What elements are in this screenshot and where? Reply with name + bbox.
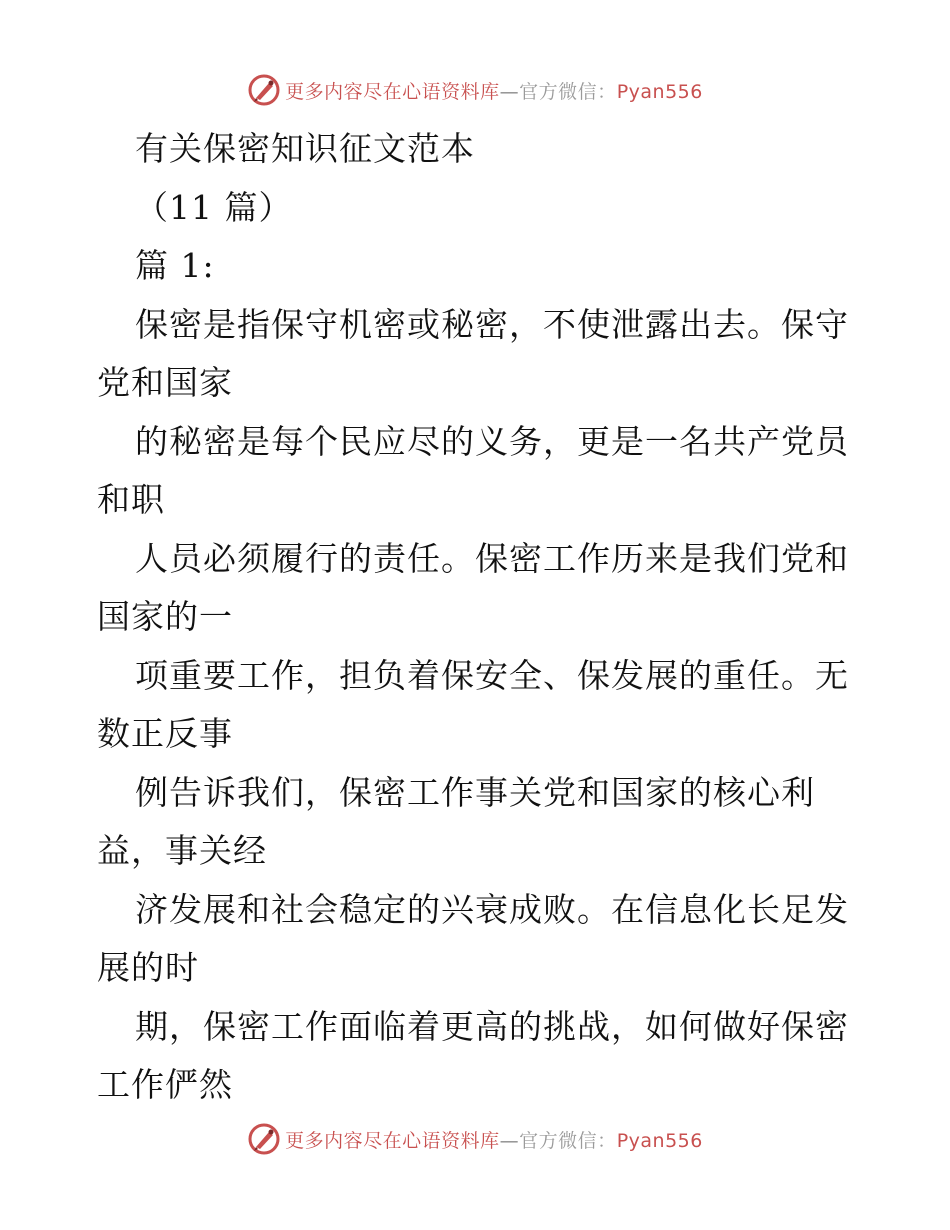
text-line: 和职 (97, 480, 165, 519)
document-title: 有关保密知识征文范本 (135, 129, 475, 168)
document-count: （11 篇） (135, 187, 293, 227)
text-line: 人员必须履行的责任。保密工作历来是我们党和 (135, 538, 849, 578)
text-line: 益，事关经 (97, 831, 267, 870)
section-heading: 篇 1: (135, 246, 215, 285)
header-banner (0, 70, 950, 110)
text-line: 济发展和社会稳定的兴衰成败。在信息化长足发 (135, 889, 849, 929)
banner-separator: — (499, 1129, 520, 1152)
banner-library-text: 更多内容尽在心语资料库 (285, 1129, 500, 1152)
banner-library-text: 更多内容尽在心语资料库 (285, 80, 500, 103)
banner-text (285, 1126, 703, 1153)
text-line: 数正反事 (97, 714, 233, 753)
banner-wechat-id: Pyan556 (616, 1129, 703, 1152)
text-line: 期，保密工作面临着更高的挑战，如何做好保密 (135, 1006, 849, 1046)
text-line: 保密是指保守机密或秘密，不使泄露出去。保守 (135, 304, 849, 344)
banner-text (285, 77, 703, 104)
text-line: 党和国家 (97, 363, 233, 402)
footer-banner (0, 1119, 950, 1159)
document-body (97, 120, 857, 1115)
text-line: 展的时 (97, 948, 199, 987)
text-line: 工作俨然 (97, 1065, 233, 1104)
paragraph-lines (97, 296, 857, 1115)
text-line: 的秘密是每个民应尽的义务，更是一名共产党员 (135, 421, 849, 461)
text-line: 项重要工作，担负着保安全、保发展的重任。无 (135, 655, 849, 695)
pen-logo-icon (247, 1122, 281, 1156)
text-line: 国家的一 (97, 597, 233, 636)
banner-wechat-id: Pyan556 (616, 80, 703, 103)
text-line: 例告诉我们，保密工作事关党和国家的核心利 (135, 772, 815, 812)
banner-wechat-label: 官方微信： (519, 1129, 617, 1152)
banner-wechat-label: 官方微信： (519, 80, 617, 103)
banner-separator: — (499, 80, 520, 103)
pen-logo-icon (247, 73, 281, 107)
